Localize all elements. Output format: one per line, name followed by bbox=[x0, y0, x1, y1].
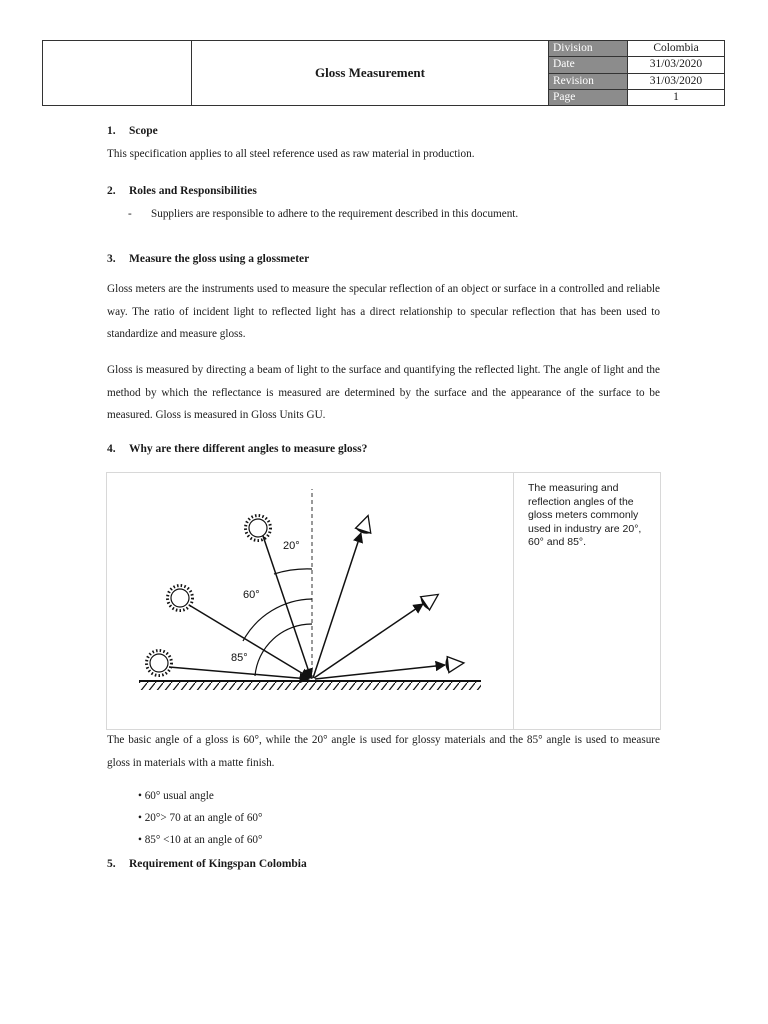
section-number: 1. bbox=[107, 125, 116, 137]
section-title: Measure the gloss using a glossmeter bbox=[129, 253, 310, 265]
reflected-ray-60 bbox=[314, 604, 423, 678]
revision-value: 31/03/2020 bbox=[628, 73, 725, 89]
angle-label-85: 85° bbox=[231, 652, 248, 664]
incident-ray-20 bbox=[262, 533, 311, 678]
section-title: Requirement of Kingspan Colombia bbox=[129, 858, 307, 870]
detector-icon bbox=[355, 513, 376, 536]
reflected-ray-20 bbox=[313, 533, 361, 678]
detector-icon bbox=[445, 655, 465, 673]
sun-icon bbox=[168, 586, 193, 611]
date-value: 31/03/2020 bbox=[628, 57, 725, 73]
section-title: Why are there different angles to measure gloss? bbox=[129, 443, 368, 455]
section-roles-heading bbox=[107, 185, 257, 197]
division-label: Division bbox=[549, 41, 628, 57]
logo-cell bbox=[43, 41, 192, 106]
section-number: 4. bbox=[107, 443, 116, 455]
page-value: 1 bbox=[628, 89, 725, 105]
incident-ray-85 bbox=[169, 667, 309, 679]
section-title: Roles and Responsibilities bbox=[129, 185, 257, 197]
section-angles-heading bbox=[107, 443, 367, 455]
gloss-angle-diagram bbox=[107, 473, 513, 729]
scope-text: This specification applies to all steel reference used as raw material in production. bbox=[107, 148, 475, 160]
section-number: 5. bbox=[107, 858, 116, 870]
list-item: • 85° <10 at an angle of 60° bbox=[138, 834, 263, 846]
section-requirement-heading bbox=[107, 858, 307, 870]
section-scope-heading bbox=[107, 125, 158, 137]
detector-icon bbox=[418, 588, 442, 612]
figure-divider bbox=[513, 473, 514, 729]
section-number: 3. bbox=[107, 253, 116, 265]
measure-paragraph-2: Gloss is measured by directing a beam of light to the surface and quantifying the reflected light. The angle of light and the method by which the reflectance is measured are determined by the surface and the appearance of the surface to be measured. Gloss is measured in Gloss Units GU. bbox=[107, 364, 660, 421]
angle-label-60: 60° bbox=[243, 589, 260, 601]
section-title: Scope bbox=[129, 125, 158, 137]
dash-marker: - bbox=[128, 208, 132, 220]
gloss-angle-figure bbox=[106, 472, 661, 730]
document-header-table bbox=[42, 40, 725, 106]
reflected-ray-85 bbox=[315, 665, 445, 679]
division-value: Colombia bbox=[628, 41, 725, 57]
roles-bullet: Suppliers are responsible to adhere to the requirement described in this document. bbox=[151, 208, 519, 220]
document-title: Gloss Measurement bbox=[192, 41, 549, 106]
list-item: • 20°> 70 at an angle of 60° bbox=[138, 812, 263, 824]
date-label: Date bbox=[549, 57, 628, 73]
revision-label: Revision bbox=[549, 73, 628, 89]
measure-paragraph-1: Gloss meters are the instruments used to measure the specular reflection of an object or surface in a controlled and reliable way. The ratio of incident light to reflected light has a direct relationship to specular reflection that has been used to standardize and measure gloss. bbox=[107, 283, 660, 340]
angles-description: The basic angle of a gloss is 60°, while the 20° angle is used for glossy materials and the 85° angle is used to measure gloss in materials with a matte finish. bbox=[107, 734, 660, 769]
section-measure-heading bbox=[107, 253, 309, 265]
surface-hatching bbox=[139, 682, 481, 690]
figure-caption: The measuring and reflection angles of the gloss meters commonly used in industry are 20°, 60° and 85°. bbox=[528, 482, 642, 548]
list-item: • 60° usual angle bbox=[138, 790, 214, 802]
sun-icon bbox=[246, 516, 271, 541]
arc-20 bbox=[274, 569, 312, 574]
angle-label-20: 20° bbox=[283, 540, 300, 552]
page-label: Page bbox=[549, 89, 628, 105]
section-number: 2. bbox=[107, 185, 116, 197]
sun-icon bbox=[147, 651, 172, 676]
incident-ray-60 bbox=[189, 605, 310, 678]
